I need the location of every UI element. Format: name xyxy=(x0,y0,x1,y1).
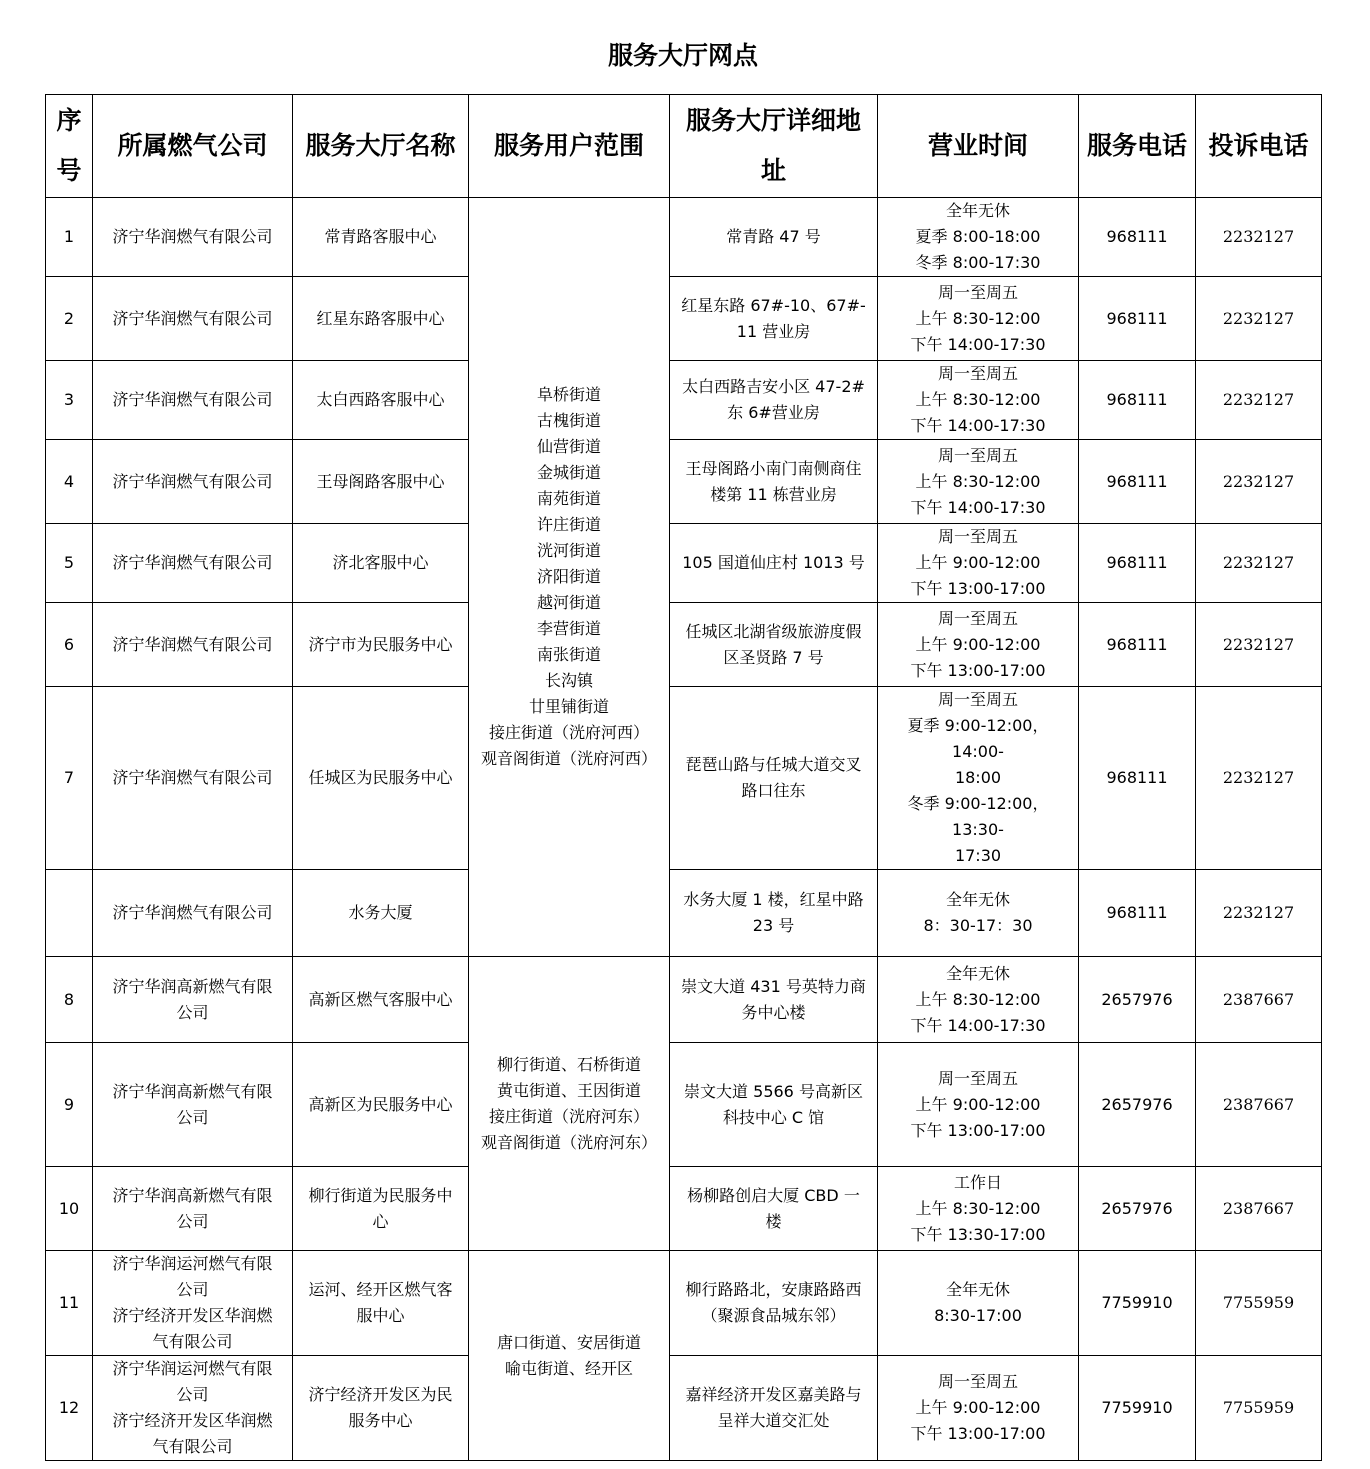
address-cell: 嘉祥经济开发区嘉美路与 呈祥大道交汇处 xyxy=(670,1356,878,1461)
address-cell: 崇文大道 5566 号高新区 科技中心 C 馆 xyxy=(670,1043,878,1167)
service-phone-cell: 968111 xyxy=(1079,603,1196,687)
row-index: 5 xyxy=(46,524,93,603)
address-cell: 105 国道仙庄村 1013 号 xyxy=(670,524,878,603)
company-cell: 济宁华润运河燃气有限 公司 济宁经济开发区华润燃 气有限公司 xyxy=(93,1251,293,1356)
hall-name-cell: 水务大厦 xyxy=(293,870,469,957)
hours-cell: 工作日 上午 8:30-12:00 下午 13:30-17:00 xyxy=(878,1167,1079,1251)
table-row xyxy=(46,1043,1322,1167)
table-row xyxy=(46,361,1322,440)
service-phone-cell: 2657976 xyxy=(1079,1043,1196,1167)
company-cell: 济宁华润燃气有限公司 xyxy=(93,524,293,603)
header-hours: 营业时间 xyxy=(878,95,1079,198)
complaint-phone-cell: 2232127 xyxy=(1196,603,1322,687)
hours-cell: 全年无休 上午 8:30-12:00 下午 14:00-17:30 xyxy=(878,957,1079,1043)
complaint-phone-cell: 2387667 xyxy=(1196,957,1322,1043)
company-cell: 济宁华润高新燃气有限 公司 xyxy=(93,1043,293,1167)
page-title: 服务大厅网点 xyxy=(607,41,758,70)
hall-name-cell: 太白西路客服中心 xyxy=(293,361,469,440)
header-row xyxy=(46,95,1322,198)
service-phone-cell: 2657976 xyxy=(1079,1167,1196,1251)
scope-cell: 唐口街道、安居街道 喻屯街道、经开区 xyxy=(469,1251,670,1461)
table-row xyxy=(46,198,1322,277)
company-cell: 济宁华润燃气有限公司 xyxy=(93,603,293,687)
hours-cell: 周一至周五 上午 9:00-12:00 下午 13:00-17:00 xyxy=(878,1043,1079,1167)
address-cell: 崇文大道 431 号英特力商 务中心楼 xyxy=(670,957,878,1043)
service-phone-cell: 7759910 xyxy=(1079,1251,1196,1356)
table-row xyxy=(46,1167,1322,1251)
row-index: 6 xyxy=(46,603,93,687)
address-cell: 琵琶山路与任城大道交叉 路口往东 xyxy=(670,687,878,870)
hall-name-cell: 济宁经济开发区为民 服务中心 xyxy=(293,1356,469,1461)
service-phone-cell: 2657976 xyxy=(1079,957,1196,1043)
hours-cell: 周一至周五 上午 9:00-12:00 下午 13:00-17:00 xyxy=(878,1356,1079,1461)
header-service-phone: 服务电话 xyxy=(1079,95,1196,198)
table-row xyxy=(46,440,1322,524)
hall-name-cell: 红星东路客服中心 xyxy=(293,277,469,361)
address-cell: 常青路 47 号 xyxy=(670,198,878,277)
company-cell: 济宁华润燃气有限公司 xyxy=(93,440,293,524)
service-phone-cell: 968111 xyxy=(1079,198,1196,277)
company-cell: 济宁华润燃气有限公司 xyxy=(93,198,293,277)
row-index: 3 xyxy=(46,361,93,440)
service-phone-cell: 968111 xyxy=(1079,870,1196,957)
hours-cell: 周一至周五 上午 8:30-12:00 下午 14:00-17:30 xyxy=(878,361,1079,440)
hours-cell: 周一至周五 上午 9:00-12:00 下午 13:00-17:00 xyxy=(878,603,1079,687)
hall-name-cell: 高新区为民服务中心 xyxy=(293,1043,469,1167)
row-index: 8 xyxy=(46,957,93,1043)
address-cell: 红星东路 67#-10、67#- 11 营业房 xyxy=(670,277,878,361)
address-cell: 王母阁路小南门南侧商住 楼第 11 栋营业房 xyxy=(670,440,878,524)
header-hall-name: 服务大厅名称 xyxy=(293,95,469,198)
complaint-phone-cell: 2232127 xyxy=(1196,198,1322,277)
hall-name-cell: 任城区为民服务中心 xyxy=(293,687,469,870)
hours-cell: 全年无休 8:30-17:00 xyxy=(878,1251,1079,1356)
service-phone-cell: 968111 xyxy=(1079,687,1196,870)
table-row xyxy=(46,687,1322,870)
address-cell: 杨柳路创启大厦 CBD 一 楼 xyxy=(670,1167,878,1251)
table-row xyxy=(46,870,1322,957)
hours-cell: 周一至周五 上午 8:30-12:00 下午 14:00-17:30 xyxy=(878,277,1079,361)
row-index: 7 xyxy=(46,687,93,870)
company-cell: 济宁华润燃气有限公司 xyxy=(93,277,293,361)
table-row xyxy=(46,277,1322,361)
header-company: 所属燃气公司 xyxy=(93,95,293,198)
company-cell: 济宁华润高新燃气有限 公司 xyxy=(93,1167,293,1251)
complaint-phone-cell: 2387667 xyxy=(1196,1167,1322,1251)
row-index: 12 xyxy=(46,1356,93,1461)
hall-name-cell: 柳行街道为民服务中 心 xyxy=(293,1167,469,1251)
address-cell: 柳行路路北，安康路路西 （聚源食品城东邻） xyxy=(670,1251,878,1356)
company-cell: 济宁华润高新燃气有限 公司 xyxy=(93,957,293,1043)
complaint-phone-cell: 2232127 xyxy=(1196,870,1322,957)
header-scope: 服务用户范围 xyxy=(469,95,670,198)
company-cell: 济宁华润燃气有限公司 xyxy=(93,870,293,957)
service-phone-cell: 968111 xyxy=(1079,361,1196,440)
scope-cell: 柳行街道、石桥街道 黄屯街道、王因街道 接庄街道（洸府河东） 观音阁街道（洸府河东） xyxy=(469,957,670,1251)
company-cell: 济宁华润燃气有限公司 xyxy=(93,361,293,440)
company-cell: 济宁华润燃气有限公司 xyxy=(93,687,293,870)
service-hall-table xyxy=(45,94,1322,1461)
address-cell: 水务大厦 1 楼，红星中路 23 号 xyxy=(670,870,878,957)
hours-cell: 周一至周五 上午 8:30-12:00 下午 14:00-17:30 xyxy=(878,440,1079,524)
table-row xyxy=(46,1251,1322,1356)
address-cell: 太白西路吉安小区 47-2# 东 6#营业房 xyxy=(670,361,878,440)
hall-name-cell: 济宁市为民服务中心 xyxy=(293,603,469,687)
hall-name-cell: 王母阁路客服中心 xyxy=(293,440,469,524)
complaint-phone-cell: 2232127 xyxy=(1196,361,1322,440)
hall-name-cell: 高新区燃气客服中心 xyxy=(293,957,469,1043)
service-phone-cell: 968111 xyxy=(1079,277,1196,361)
service-phone-cell: 7759910 xyxy=(1079,1356,1196,1461)
hours-cell: 周一至周五 夏季 9:00-12:00，14:00- 18:00 冬季 9:00-12:00，13:30- 17:30 xyxy=(878,687,1079,870)
complaint-phone-cell: 7755959 xyxy=(1196,1356,1322,1461)
hall-name-cell: 常青路客服中心 xyxy=(293,198,469,277)
complaint-phone-cell: 2232127 xyxy=(1196,687,1322,870)
hall-name-cell: 济北客服中心 xyxy=(293,524,469,603)
service-phone-cell: 968111 xyxy=(1079,440,1196,524)
complaint-phone-cell: 2232127 xyxy=(1196,440,1322,524)
table-row xyxy=(46,524,1322,603)
hours-cell: 全年无休 8：30-17：30 xyxy=(878,870,1079,957)
header-address: 服务大厅详细地址 xyxy=(670,95,878,198)
table-row xyxy=(46,1356,1322,1461)
row-index: 4 xyxy=(46,440,93,524)
row-index: 11 xyxy=(46,1251,93,1356)
scope-cell: 阜桥街道 古槐街道 仙营街道 金城街道 南苑街道 许庄街道 洸河街道 济阳街道 越河街道 李营街道 南张街道 长沟镇 廿里铺街道 接庄街道（洸府河西） 观音阁街道（洸府河西） xyxy=(469,198,670,957)
complaint-phone-cell: 2232127 xyxy=(1196,524,1322,603)
table-row xyxy=(46,603,1322,687)
table-row xyxy=(46,957,1322,1043)
row-index: 1 xyxy=(46,198,93,277)
row-index: 2 xyxy=(46,277,93,361)
address-cell: 任城区北湖省级旅游度假 区圣贤路 7 号 xyxy=(670,603,878,687)
complaint-phone-cell: 2232127 xyxy=(1196,277,1322,361)
hall-name-cell: 运河、经开区燃气客 服中心 xyxy=(293,1251,469,1356)
hours-cell: 周一至周五 上午 9:00-12:00 下午 13:00-17:00 xyxy=(878,524,1079,603)
header-complaint-phone: 投诉电话 xyxy=(1196,95,1322,198)
header-index: 序号 xyxy=(46,95,93,198)
row-index: 9 xyxy=(46,1043,93,1167)
service-phone-cell: 968111 xyxy=(1079,524,1196,603)
complaint-phone-cell: 2387667 xyxy=(1196,1043,1322,1167)
row-index xyxy=(46,870,93,957)
complaint-phone-cell: 7755959 xyxy=(1196,1251,1322,1356)
company-cell: 济宁华润运河燃气有限 公司 济宁经济开发区华润燃 气有限公司 xyxy=(93,1356,293,1461)
row-index: 10 xyxy=(46,1167,93,1251)
hours-cell: 全年无休 夏季 8:00-18:00 冬季 8:00-17:30 xyxy=(878,198,1079,277)
